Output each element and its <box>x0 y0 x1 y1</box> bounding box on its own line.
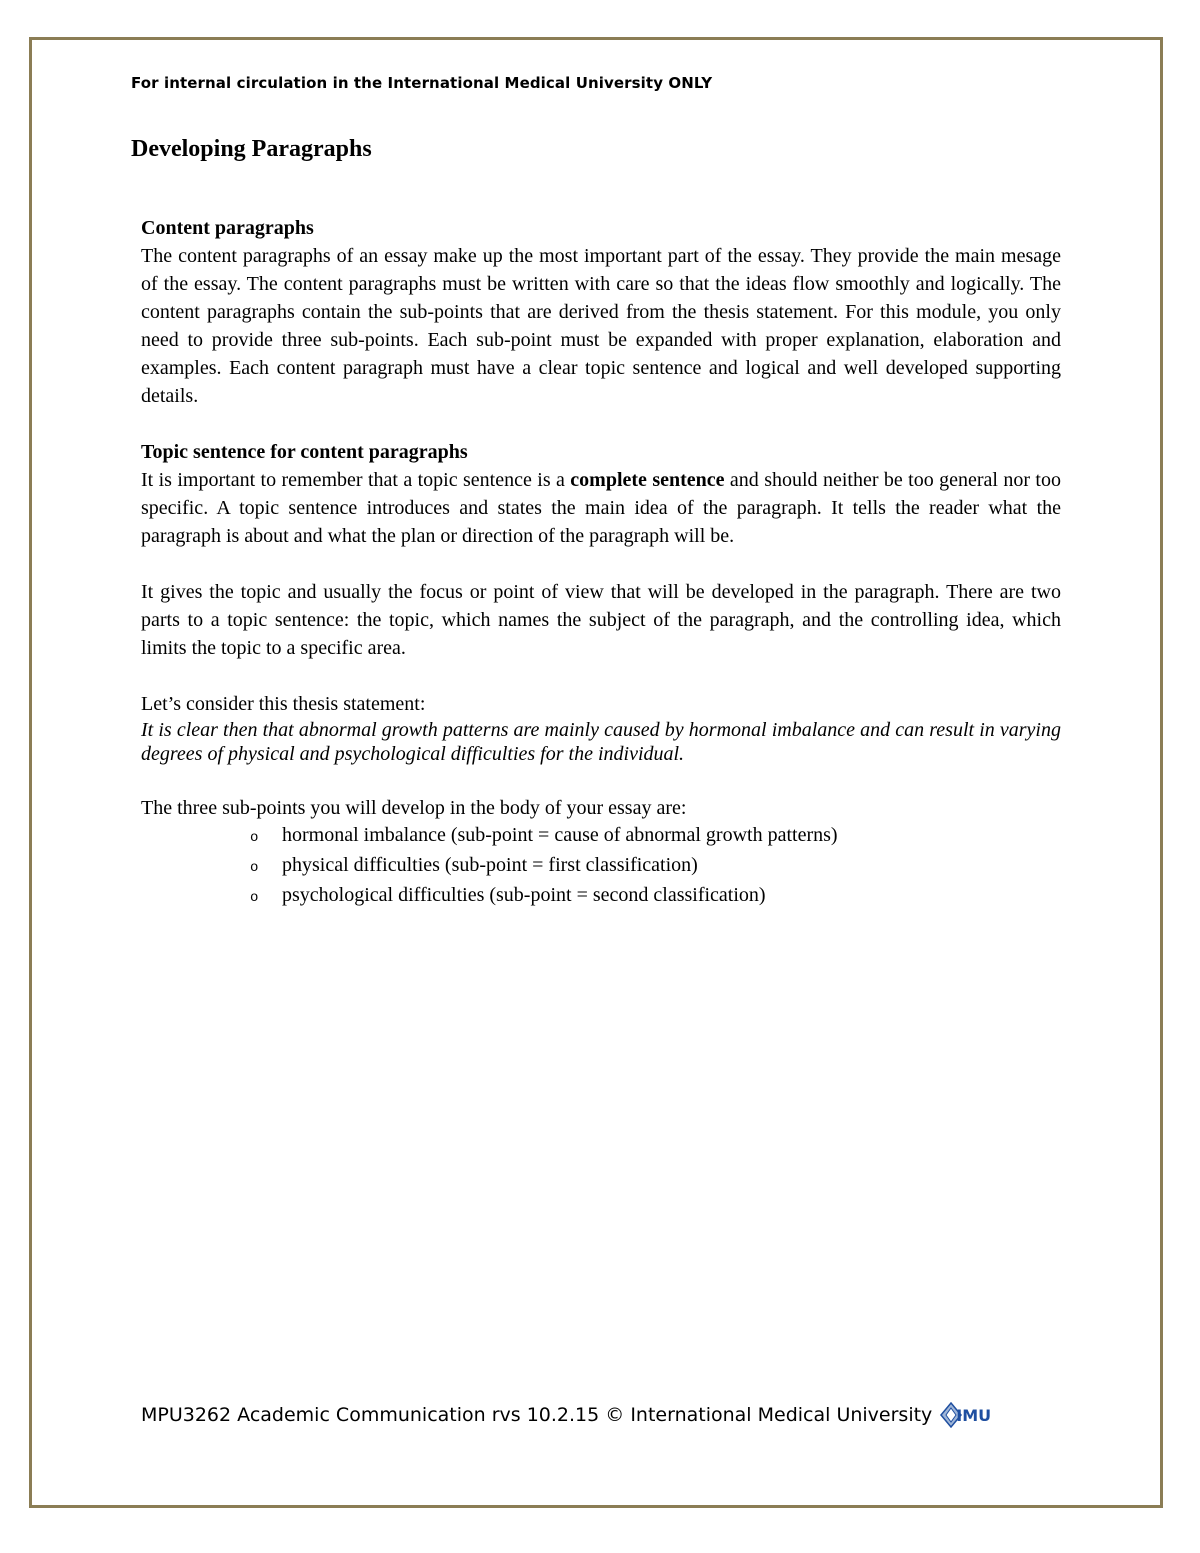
thesis-intro: Let’s consider this thesis statement: <box>141 693 426 715</box>
page-title: Developing Paragraphs <box>131 136 372 162</box>
topic-sentence-text-b: and should neither be too general nor too specific. A topic sentence introduces and states the main idea of the paragraph. It tells the reader what the paragraph is about and what the plan or direction of the paragraph will be. <box>141 469 1061 547</box>
subpoint-text: physical difficulties (sub-point = first classification) <box>282 854 698 876</box>
list-item <box>250 882 1061 912</box>
page-footer <box>141 1402 991 1428</box>
circulation-note: For internal circulation in the International Medical University ONLY <box>131 74 713 92</box>
list-item <box>250 852 1061 882</box>
topic-sentence-paragraph-1 <box>141 466 1061 550</box>
bullet-icon: o <box>250 830 259 846</box>
document-body <box>141 214 1061 912</box>
subpoint-text: psychological difficulties (sub-point = second classification) <box>282 884 766 906</box>
bullet-icon: o <box>250 890 259 906</box>
bullet-icon: o <box>250 860 259 876</box>
content-paragraphs-text: The content paragraphs of an essay make up the most important part of the essay. They provide the main mesage of the essay. The content paragraphs must be written with care so that the ideas flow smoothly and logically. The content paragraphs contain the sub-points that are derived from the thesis statement. For this module, you only need to provide three sub-points. Each sub-point must be expanded with proper explanation, elaboration and examples. Each content paragraph must have a clear topic sentence and logical and well developed supporting details. <box>141 245 1061 407</box>
subpoints-intro: The three sub-points you will develop in the body of your essay are: <box>141 797 687 819</box>
list-item <box>250 822 1061 852</box>
content-paragraphs-heading: Content paragraphs <box>141 217 314 239</box>
complete-sentence-emphasis: complete sentence <box>570 469 725 491</box>
thesis-statement: It is clear then that abnormal growth patterns are mainly caused by hormonal imbalance and can result in varying degrees of physical and psychological difficulties for the individual. <box>141 719 1061 765</box>
topic-sentence-text-a: It is important to remember that a topic sentence is a <box>141 469 571 491</box>
topic-sentence-heading: Topic sentence for content paragraphs <box>141 441 468 463</box>
topic-sentence-paragraph-2: It gives the topic and usually the focus or point of view that will be developed in the paragraph. There are two parts to a topic sentence: the topic, which names the subject of the paragraph, and the controlling idea, which limits the topic to a specific area. <box>141 581 1061 659</box>
imu-logo <box>940 1402 991 1428</box>
subpoint-text: hormonal imbalance (sub-point = cause of abnormal growth patterns) <box>282 824 838 846</box>
imu-logo-text: IMU <box>956 1405 992 1425</box>
subpoints-list <box>141 822 1061 912</box>
footer-text: MPU3262 Academic Communication rvs 10.2.15 © International Medical University <box>141 1404 933 1426</box>
